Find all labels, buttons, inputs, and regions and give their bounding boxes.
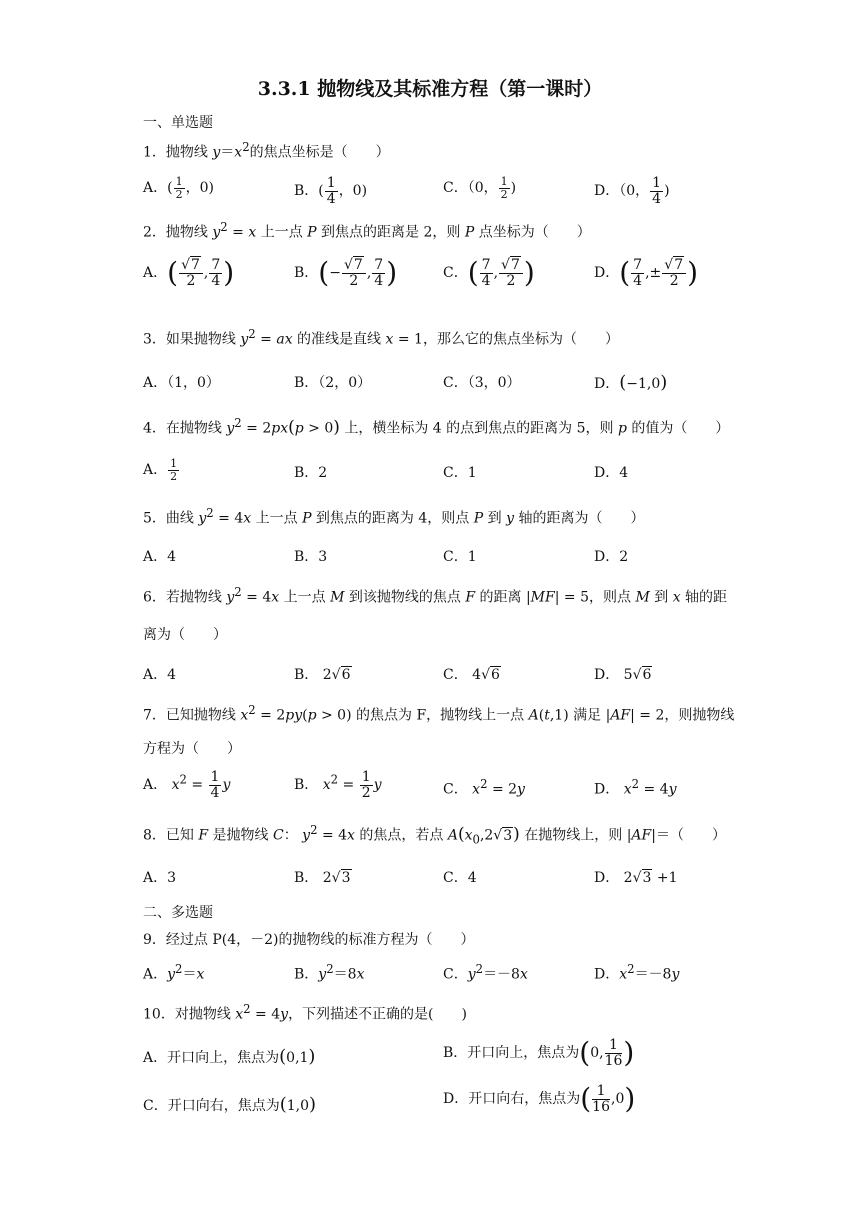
q4-option-a: A． $\frac{1}{2}$ [143,457,178,483]
q4-option-d: D．4 [594,465,629,481]
q10-option-b: B．开口向上，焦点为(0, $\frac{1}{16}$ ) [443,1036,635,1070]
question-1: 1．抛物线 $y=x^2$的焦点坐标是（ ） [143,140,390,161]
q1-option-b: B．( $\frac{1}{4}$ ，0) [294,175,368,207]
question-10: 10．对抛物线 $x^2 = 4y$，下列描述不正确的是( ) [143,1002,467,1023]
q6-option-d: D． 5√6 [594,667,652,683]
question-7-cont: 方程为（ ） [143,741,241,757]
q8-option-b: B． 2√3 [294,870,351,886]
question-2: 2．抛物线 $y^2 = x$ 上一点 P 到焦点的距离是 2，则 P 点坐标为（ ） [143,220,591,241]
q5-option-a: A．4 [143,549,177,565]
question-9: 9．经过点 P(4，－2)的抛物线的标准方程为（ ） [143,932,475,948]
q9-option-d: D．$x^2=-8y$ [594,962,680,983]
q7-option-c: C． $x^2 = 2y$ [443,777,525,798]
q6-option-c: C． 4√6 [443,667,500,683]
q3-option-c: C．（3，0） [443,375,521,391]
question-6-cont: 离为（ ） [143,627,227,643]
q2-option-b: B．(− $\frac{√7}{2}$ , $\frac{7}{4}$ ) [294,256,398,290]
q9-option-c: C．$y^2=-8x$ [443,962,528,983]
q7-option-a: A． $x^2$ = $\frac{1}{4}$ y [143,769,231,801]
q2-option-d: D．( $\frac{7}{4}$ ,± $\frac{√7}{2}$ ) [594,256,699,290]
q3-option-d: D．(−1,0) [594,372,668,393]
q6-option-b: B． 2√6 [294,667,351,683]
q3-option-a: A．（1，0） [143,375,220,391]
q1-option-c: C．（0， $\frac{1}{2}$ ) [443,175,517,201]
q5-option-c: C．1 [443,549,477,565]
question-3: 3．如果抛物线 $y^2$ = ax 的准线是直线 x = 1，那么它的焦点坐标为（ ） [143,327,619,348]
q10-option-a: A．开口向上，焦点为(0,1) [143,1046,316,1067]
q1-option-d: D．（0， $\frac{1}{4}$ ) [594,175,670,207]
question-4: 4．在抛物线 $y^2 = 2px(p > 0)$ 上，横坐标为 4 的点到焦点的距离为 5，则 p 的值为（ ） [143,416,730,438]
q8-option-d: D． 2√3 +1 [594,870,678,886]
q1-option-a: A．( $\frac{1}{2}$ ，0) [143,175,214,201]
question-5: 5．曲线 $y^2 = 4x$ 上一点 P 到焦点的距离为 4，则点 P 到 y 轴的距离为（ ） [143,506,645,527]
q5-option-b: B．3 [294,549,328,565]
q8-option-a: A．3 [143,870,177,886]
question-8: 8．已知 F 是抛物线 C： $y^2 = 4x$ 的焦点，若点 $A(x_0,2√3)$ 在抛物线上，则 |AF|＝（ ） [143,823,726,847]
q3-option-b: B．（2，0） [294,375,372,391]
q7-option-b: B． $x^2$ = $\frac{1}{2}$ y [294,769,382,801]
q4-option-c: C．1 [443,465,477,481]
q2-option-c: C．( $\frac{7}{4}$ , $\frac{√7}{2}$ ) [443,256,535,290]
q6-option-a: A．4 [143,667,177,683]
q8-option-c: C．4 [443,870,477,886]
section-multiple-choice: 二、多选题 [143,905,213,921]
q10-option-c: C．开口向右，焦点为(1,0) [143,1094,317,1115]
question-6: 6．若抛物线 $y^2 = 4x$ 上一点 M 到该抛物线的焦点 F 的距离 |MF| = 5，则点 M 到 x 轴的距 [143,585,728,606]
q2-option-a: A．( $\frac{√7}{2}$ , $\frac{7}{4}$ ) [143,256,235,290]
section-single-choice: 一、单选题 [143,115,213,131]
question-7: 7．已知抛物线 $x^2 = 2py(p > 0)$ 的焦点为 F，抛物线上一点 A(t,1) 满足 |AF| = 2，则抛物线 [143,703,735,724]
document-title: 3.3.1 抛物线及其标准方程（第一课时） [257,78,603,100]
q10-option-d: D．开口向右，焦点为( $\frac{1}{16}$ ,0) [443,1082,636,1116]
q9-option-a: A．$y^2=x$ [143,962,205,983]
q5-option-d: D．2 [594,549,629,565]
q7-option-d: D． $x^2 = 4y$ [594,777,677,798]
q4-option-b: B．2 [294,465,328,481]
q9-option-b: B．$y^2=8x$ [294,962,365,983]
